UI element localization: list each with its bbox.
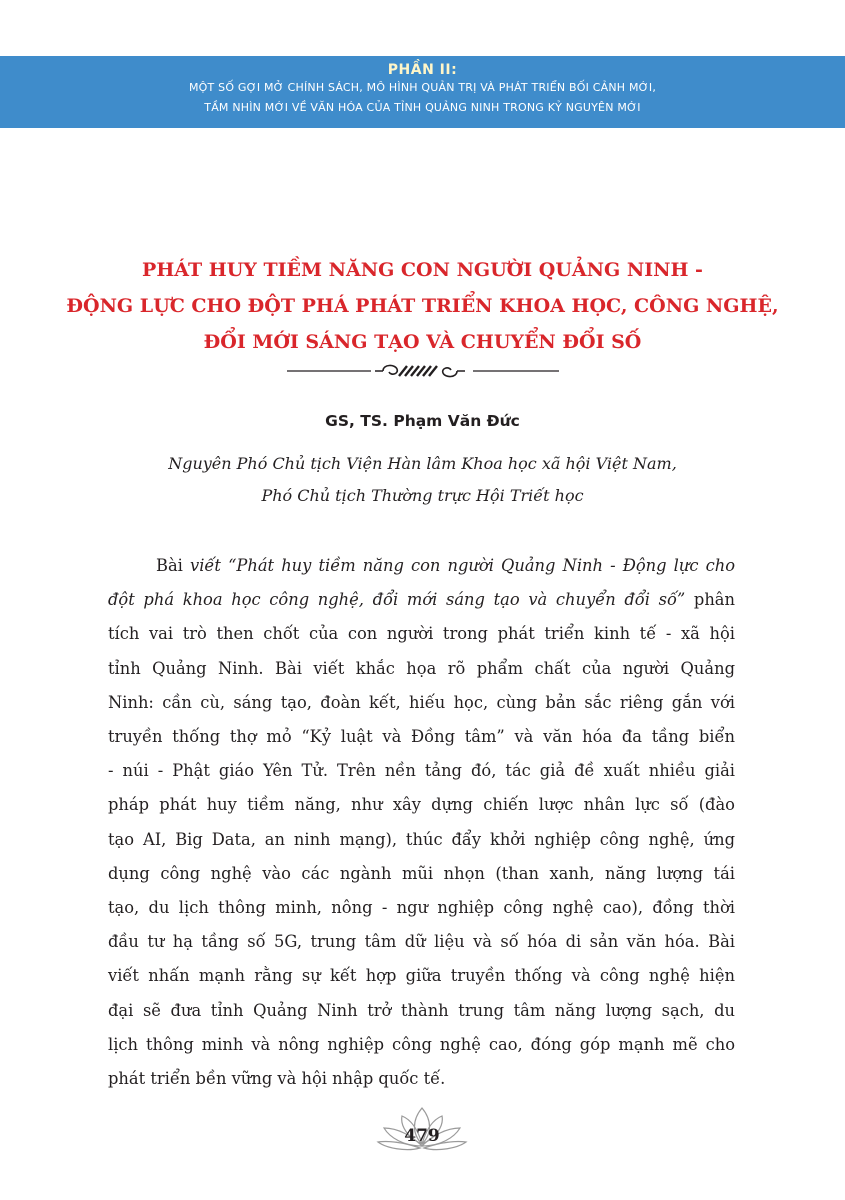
part-label: PHẦN II: (387, 62, 458, 78)
abstract-line: lịch thông minh và nông nghiệp công nghệ cao, đóng góp mạnh mẽ cho (108, 1034, 735, 1054)
section-title-line-1: MỘT SỐ GỢI MỞ CHÍNH SÁCH, MÔ HÌNH QUẢN TRỊ VÀ PHÁT TRIỂN BỐI CẢNH MỚI, (188, 81, 657, 94)
abstract-line: tích vai trò then chốt của con người trong phát triển kinh tế - xã hội (108, 624, 735, 644)
abstract-paragraph (108, 549, 735, 1096)
abstract-line-1 (108, 549, 735, 583)
section-title-line-2: TẦM NHÌN MỚI VỀ VĂN HÓA CỦA TỈNH QUẢNG NINH TRONG KỶ NGUYÊN MỚI (204, 101, 641, 114)
abstract-italic-text: đột phá khoa học công nghệ, đổi mới sáng tạo và chuyển đổi số” (108, 590, 686, 610)
abstract-text: phân (685, 590, 735, 610)
title-line-2: ĐỘNG LỰC CHO ĐỘT PHÁ PHÁT TRIỂN KHOA HỌC, CÔNG NGHỆ, (66, 295, 779, 317)
abstract-last-line: phát triển bền vững và hội nhập quốc tế. (108, 1069, 446, 1089)
abstract-line: viết nhấn mạnh rằng sự kết hợp giữa truyền thống và công nghệ hiện (108, 966, 735, 986)
article-title (60, 252, 785, 360)
abstract-line: truyền thống thợ mỏ “Kỷ luật và Đồng tâm” và văn hóa đa tầng biển (108, 727, 735, 747)
affiliation-line-2: Phó Chủ tịch Thường trực Hội Triết học (261, 486, 584, 505)
page-number: 479 (404, 1126, 440, 1146)
page-number-badge (372, 1104, 472, 1160)
abstract-line: tạo AI, Big Data, an ninh mạng), thúc đẩy khởi nghiệp công nghệ, ứng (108, 829, 735, 849)
abstract-line: pháp phát huy tiềm năng, như xây dựng chiến lược nhân lực số (đào (108, 795, 735, 815)
author-affiliation (0, 448, 845, 512)
author-name: GS, TS. Phạm Văn Đức (325, 412, 520, 430)
abstract-line: đại sẽ đưa tỉnh Quảng Ninh trở thành trung tâm năng lượng sạch, du (108, 1000, 735, 1020)
abstract-line: đầu tư hạ tầng số 5G, trung tâm dữ liệu và số hóa di sản văn hóa. Bài (108, 932, 735, 952)
abstract-italic-text: viết “Phát huy tiềm năng con người Quảng Ninh - Động lực cho (190, 556, 736, 575)
title-line-1: PHÁT HUY TIỀM NĂNG CON NGƯỜI QUẢNG NINH - (142, 259, 703, 281)
abstract-line: - núi - Phật giáo Yên Tử. Trên nền tảng đó, tác giả đề xuất nhiều giải (108, 761, 735, 781)
abstract-line-2 (108, 583, 735, 617)
title-line-3: ĐỔI MỚI SÁNG TẠO VÀ CHUYỂN ĐỔI SỐ (203, 331, 642, 353)
abstract-line: Ninh: cần cù, sáng tạo, đoàn kết, hiếu học, cùng bản sắc riêng gắn với (108, 692, 735, 712)
abstract-line: tạo, du lịch thông minh, nông - ngư nghiệp công nghệ cao), đồng thời (108, 898, 735, 918)
abstract-text: Bài (156, 556, 190, 575)
affiliation-line-1: Nguyên Phó Chủ tịch Viện Hàn lâm Khoa học xã hội Việt Nam, (168, 454, 677, 473)
ornament-divider-icon (287, 360, 559, 382)
abstract-line: tỉnh Quảng Ninh. Bài viết khắc họa rõ phẩm chất của người Quảng (108, 658, 735, 678)
section-banner (0, 56, 845, 128)
abstract-line: dụng công nghệ vào các ngành mũi nhọn (than xanh, năng lượng tái (108, 863, 735, 883)
